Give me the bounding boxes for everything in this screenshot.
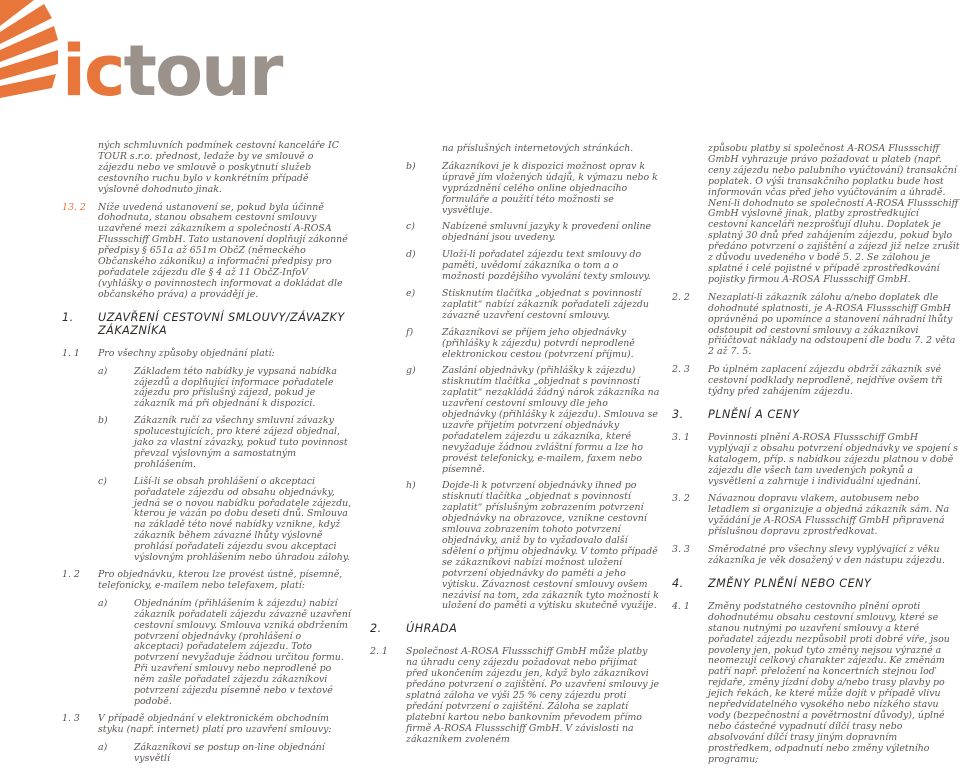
intro-paragraph: ných schmluvních podmínek cestovní kanceláře IC TOUR s.r.o. přednost, ledaže by ve smlouvě o zájezdu nebo ve smlouvě o poskytnutí služeb cestovního ruchu bylo v konkrétním případě výslovně dohodnuto jinak.: [98, 140, 339, 195]
clause-text: Níže uvedená ustanovení se, pokud byla účinně dohodnuta, stanou obsahem cestovní smlouvy uzavřené mezi zákazníkem a společností A-ROSA Flussschiff GmbH. Tato ustanovení doplňují zákonné předpisy § 651a až 651m ObčZ (německého Občanského zákoníku) a informační předpisy pro pořadatele zájezdu dle § 4 až 11 ObčZ-InfoV (vyhlášky o povinnostech informovat a dokládat dle občanského práva) a provádějí je.: [98, 201, 348, 300]
clause-number: 13. 2: [62, 201, 86, 213]
section-2-1: 2. 1 Společnost A-ROSA Flussschiff GmbH může platby na úhradu ceny zájezdu požadovat nebo přijímat před ukončením zájezdu jen, když bylo zákazníkovi předáno potvrzení o zajištění. Po uzavření smlouvy je splatná záloha ve výši 25 % ceny zájezdu proti předání potvrzení o zajištění. Záloha se zaplatí platební kartou nebo bankovním převodem přímo firmě A-ROSA Flussschiff GmbH. V závislosti na zákazníkem zvoleném: [370, 646, 660, 745]
section-3-2: 3. 2 Návaznou dopravu vlakem, autobusem nebo letadlem si organizuje a objedná zákazník sám. Na vyžádání je A-ROSA Flussschiff GmbH připravená příslušnou dopravu zprostředkovat.: [672, 493, 950, 538]
section-2-3: 2. 3 Po úplném zaplacení zájezdu obdrží zákazník své cestovní podklady neprodleně, nejdříve ovšem tři týdny před zahájením zájezdu.: [672, 364, 943, 398]
item-1-1-a: a) Základem této nabídky je vypsaná nabídka zájezdů a doplňující informace pořadatele zájezdu pro příslušný zájezd, pokud je zákazník má při objednání k dispozici.: [98, 365, 338, 410]
item-1-1-b: b) Zákazník ručí za všechny smluvní závazky spolucestujících, pro které zájezd objednal, jako za vlastní závazky, pokud tuto povinnost převzal výslovným a samostatným prohlášením.: [98, 415, 348, 470]
heading-2: 2. ÚHRADA: [370, 622, 458, 636]
section-2-2: 2. 2 Nezaplatí-li zákazník zálohu a/nebo doplatek dle dohodnuté splatnosti, je A-ROSA Flussschiff GmbH oprávněná po upomínce a stanovení náhradní lhůty odstoupit od cestovní smlouvy a zákazníkovi přiúčtovat náklady na odstoupení dle bodu 7. 2 věta 2 až 7. 5.: [672, 291, 956, 358]
section-1-1: 1. 1 Pro všechny způsoby objednání platí:: [62, 347, 275, 359]
section-3-1: 3. 1 Povinnosti plnění A-ROSA Flussschiff GmbH vyplývají z obsahu potvrzení objednávky ve spojení s katalogem, příp. s nabídkou zájezdu platnou v době zájezdu dle všech tam uvedených pokynů a vysvětlení a zahrnuje i individuální ujednání.: [672, 431, 958, 487]
item-c: c) Nabízené smluvní jazyky k provedení online objednání jsou uvedeny.: [406, 221, 652, 244]
item-d: d) Uloží-li pořadatel zájezdu text smlouvy do paměti, uvědomí zákazníka o tom a o možnosti pozdějšího vyvolání texty smlouvy.: [406, 249, 651, 283]
item-e: e) Stisknutím tlačítka „objednat s povinností zaplatit“ nabízí zákazník pořadateli zájezdu závazně uzavření cestovní smlouvy.: [406, 287, 649, 321]
section-1-3: 1. 3 V případě objednání v elektronickém obchodním styku (např. internet) platí pro uzavření smlouvy:: [62, 712, 332, 735]
column-2: [370, 144, 660, 753]
section-4-1: 4. 1 Změny podstatného cestovního plnění oproti dohodnutému obsahu cestovní smlouvy, které se stanou nutnými po uzavření smlouvy a které pořadatel zájezdu nezpůsobil proti dobré víře, jsou povoleny jen, pokud tyto změny nejsou výrazné a neomezují celkový charakter zájezdu. Ke změnám patří např. přeložení na koncertních stejnou loď rejdaře, změny jízdní doby a/nebo trasy plavby po jejich řekách, ke které může dojít v případě vlivu nepředvídatelného vysokého nebo nízkého stavu vody (bezpečnostní a povětrnostní důvody), úplné nebo částečné vypadnutí dílčí trasy nebo absolvování dílčí trasy jiným dopravním prostředkem, odpadnutí nebo změny výletního programu;: [672, 600, 950, 765]
item-g: g) Zaslání objednávky (přihlášky k zájezdu) stisknutím tlačítka „objednat s povinností zaplatit“ nezakládá žádný nárok zákazníka na uzavření cestovní smlouvy dle jeho objednávky (přihlášky k zájezdu). Smlouva se uzavře přijetím potvrzení objednávky pořadatelem zájezdu u zákazníka, které nevyžaduje žádnou zvláštní formu a lze ho provést telefonicky, e-mailem, faxem nebo písemně.: [406, 365, 660, 475]
section-3-3: 3. 3 Směrodatné pro všechny slevy vyplývající z věku zákazníka je věk dosažený v den nástupu zájezdu.: [672, 544, 945, 566]
section-1-2: 1. 2 Pro objednávku, kterou lze provést ústně, písemně, telefonicky, e-mailem nebo telefaxem, platí:: [62, 569, 343, 591]
ictour-logo: [0, 0, 282, 112]
heading-3: 3. PLNĚNÍ A CENY: [672, 407, 800, 421]
intro-paragraph: způsobu platby si společnost A-ROSA Flussschiff GmbH vyhrazuje právo požadovat u plateb (např. ceny zájezdu nebo palubního vyúčtování) transakční poplatek. O výši transakčního poplatku bude host informován včas před jeho vyúčtováním a úhradě. Není-li dohodnuto se společností A-ROSA Flussschiff GmbH výslovně jinak, platby zprostředkující cestovní kanceláři nezprošťují dluhu. Doplatek je splatný 30 dnů před zahájením zájezdu, pokud bylo předáno potvrzení o zajištění a zájezd již nelze zrušit z důvodu uvedeného v bodě 5. 2. Se zálohou je splatné i celé pojistné v případě zprostředkování pojistky firmou A-ROSA Flussschiff GmbH.: [708, 143, 960, 285]
item-f: f) Zákazníkovi se příjem jeho objednávky (přihlášky k zájezdu) potvrdí neprodleně elektronickou cestou (potvrzení příjmu).: [406, 326, 635, 360]
intro-line: na příslušných internetových stránkách.: [442, 143, 634, 154]
section-13-2: [62, 203, 352, 301]
item-1-1-c: c) Liší-li se obsah prohlášení o akceptaci pořadatele zájezdu od obsahu objednávky, jedná se o novou nabídku pořadatele zájezdu, kterou je vázán po dobu deseti dnů. Smlouva na základě této nové nabídky vznikne, když zákazník během závazné lhůty výslovně prohlásí pořadateli zájezdu svou akceptaci výslovným prohlášením nebo úhradou zálohy.: [98, 475, 352, 564]
heading-4: 4. ZMĚNY PLNĚNÍ NEBO CENY: [672, 576, 872, 590]
column-1: [62, 141, 352, 771]
item-1-2-a: a) Objednáním (přihlášením k zájezdu) nabízí zákazník pořadateli zájezdu závazně uzavření cestovní smlouvy. Smlouva vzniká obdržením potvrzení objednávky (prohlášení o akceptaci) pořadatelem zájezdu. Toto potvrzení nevyžaduje žádnou určitou formu. Při uzavření smlouvy nebo neprodleně po něm zašle pořadatel zájezdu zákazníkovi potvrzení zájezdu písemně nebo v textové podobě.: [98, 597, 351, 707]
item-h: h) Dojde-li k potvrzení objednávky ihned po stisknutí tlačítka „objednat s povinností zaplatit“ příslušným zobrazením potvrzení objednávky na obrazovce, vznikne cestovní smlouva zobrazením tohoto potvrzení objednávky, aniž by to vyžadovalo další sdělení o přijmu objednávky. V tomto případě se zákazníkovi nabízí možnost uložení potvrzení objednávky do paměti a jeho výtisku. Závaznost cestovní smlouvy ovšem nezávisí na tom, zda zákazník tyto možnosti k uložení do paměti a výtisku skutečně využije.: [406, 480, 659, 612]
item-1-3-a: a) Zákazníkovi se postup on-line objednání vysvětlí: [98, 741, 325, 764]
column-3: [672, 144, 960, 773]
item-b: b) Zákazníkovi je k dispozici možnost oprav k úpravě jím vložených údajů, k výmazu nebo k vyprázdnění celého online objednacího formuláře a použití této možnosti se vysvětluje.: [406, 160, 658, 216]
heading-1: 1. UZAVŘENÍ CESTOVNÍ SMLOUVY/ZÁVAZKY ZÁKAZNÍKA: [62, 310, 345, 337]
logo-wordmark: ictour: [62, 30, 282, 112]
